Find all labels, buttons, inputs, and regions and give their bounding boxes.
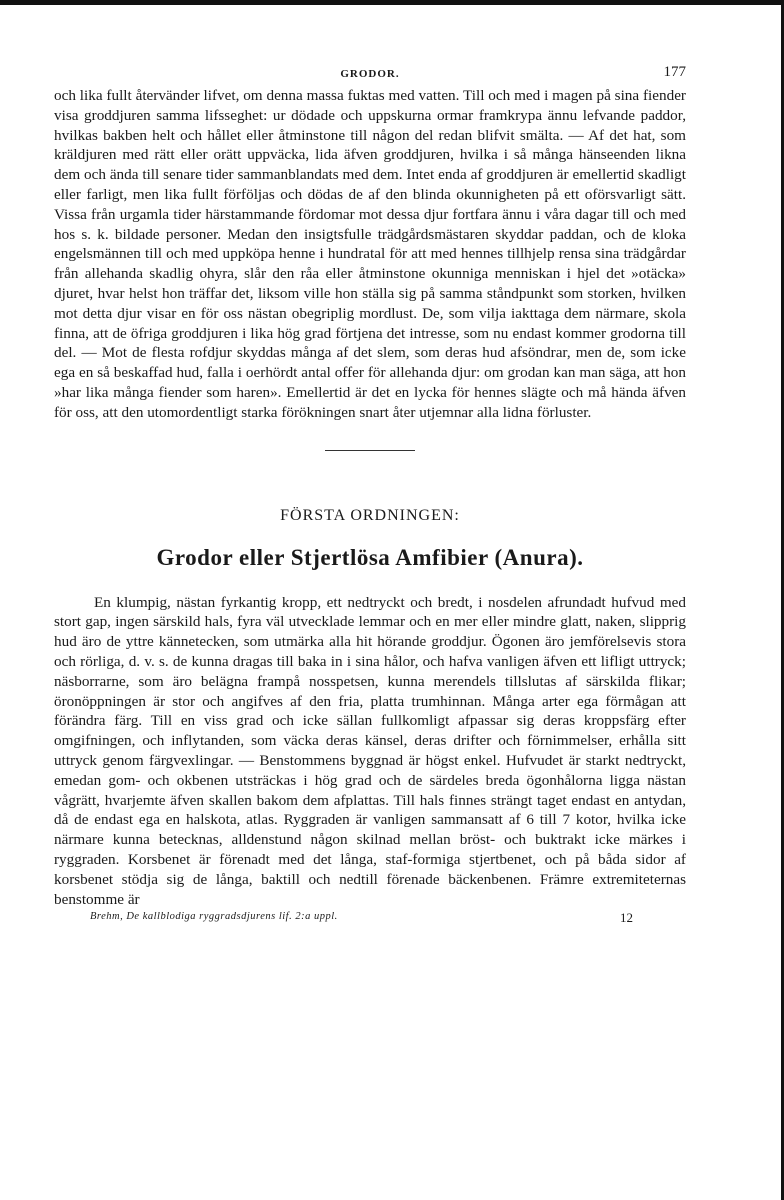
body-paragraph: En klumpig, nästan fyrkantig kropp, ett nedtryckt och bredt, i nosdelen afrundadt hufvud med stort gap, ingen särskild hals, fyra väl utvecklade lemmar och en mer eller mindre glatt, naken, slipprig hud äro de yttre kännetecken, som utmärka alla hit hörande groddjur. Ögonen äro jemförelsevis stora och rörliga, d. v. s. de kunna dragas till baka in i sina hålor, och hafva vanligen äfven ett lifligt uttryck; näsborrarne, som äro belägna frampå nosspetsen, kunna merendels tillslutas af särskilda flikar; öronöppningen är stor och angifves af den fria, platta trumhinnan. Många arter ega förmågan att förändra färg. Till en viss grad och icke sällan fullkomligt afpassar sig deras kroppsfärg efter omgifningen, och inflytanden, som väcka deras känsel, deras drifter och förnimmelser, erhålla sitt uttryck genom färgvexlingar. — Benstommens byggnad är högst enkel. Hufvudet är starkt nedtryckt, emedan gom- och okbenen utsträckas i hög grad och de särdeles breda ögonhålorna ligga nästan vågrätt, hvarjemte äfven skallen bakom dem afplattas. Till hals finnes strängt taget endast en antydan, då de endast ega en halskota, atlas. Ryggraden är vanligen sammansatt af 6 till 7 kotor, hvilka icke närmare kunna betecknas, alldenstund någon skilnad mellan bröst- och buktrakt icke märkes i ryggraden. Korsbenet är förenadt med det långa, staf-formiga stjertbenet, och på båda sidor af korsbenet stödja sig de långa, baktill och nedtill förenade bäckenbenen. Främre extremiteternas benstomme är: [54, 593, 686, 908]
body-paragraph: och lika fullt återvänder lifvet, om denna massa fuktas med vatten. Till och med i magen på sina fiender visa groddjuren samma lifsseghet: ur dödade och uppskurna ormar framkrypa ännu lefvande paddor, hvilkas bakben helt och hållet eller åtminstone till någon del redan blifvit smälta. — Af det hat, som kräldjuren med rätt eller orätt uppväcka, lida äfven groddjuren, hvilka i så många hänseenden likna dem och ända till senare tider sammanblandats med dem. Intet enda af groddjuren är emellertid skadligt eller farligt, men lika fullt förföljas och dödas de af den blinda okunnigheten på ett oförsvarligt sätt. Vissa från urgamla tider härstammande fördomar mot dessa djur fortfara ännu i våra dagar till och med hos s. k. bildade personer. Medan den insigtsfulle trädgårdsmästaren skyddar paddan, och de kloka engelsmännen till och med uppköpa henne i hundratal för att med hennes tillhjelp rensa sina trädgårdar från allehanda skadlig ohyra, slår den råa eller åtminstone okunniga menniskan i hjel det »otäcka» djuret, hvar helst hon träffar det, liksom ville hon ställa sig på samma ståndpunkt som storken, hvilken mot detta djur visar en för oss nästan obegriplig mordlust. De, som vilja iakttaga dem närmare, skola finna, att de öfriga groddjuren i lika hög grad förtjena det intresse, som nu endast kommer grodorna till del. — Mot de flesta rofdjur skyddas många af det slem, som deras hud afsöndrar, men de, som icke ega en så beskaffad hud, falla i oerhördt antal offer för allehanda djur: om grodan kan man säga, att hon »har lika många fiender som haren». Emellertid är det en lycka för hennes slägte och må hända äfven för oss, att den utomordentligt starka förökningen snart åter utjemnar alla lidna förluster.: [54, 87, 686, 421]
section-divider: [325, 450, 415, 451]
page-number: 177: [663, 64, 686, 80]
page-top-edge: [0, 0, 784, 5]
signature-mark: 12: [620, 910, 633, 926]
book-page: [54, 62, 686, 929]
footer-reference: Brehm, De kallblodiga ryggradsdjurens lif. 2:a uppl.: [90, 911, 338, 923]
running-head: [54, 62, 686, 86]
page-footer: [54, 909, 686, 929]
order-heading: FÖRSTA ORDNINGEN:: [280, 506, 460, 524]
family-heading: Grodor eller Stjertlösa Amfibier (Anura).: [156, 544, 584, 570]
running-title: GRODOR.: [340, 68, 400, 80]
